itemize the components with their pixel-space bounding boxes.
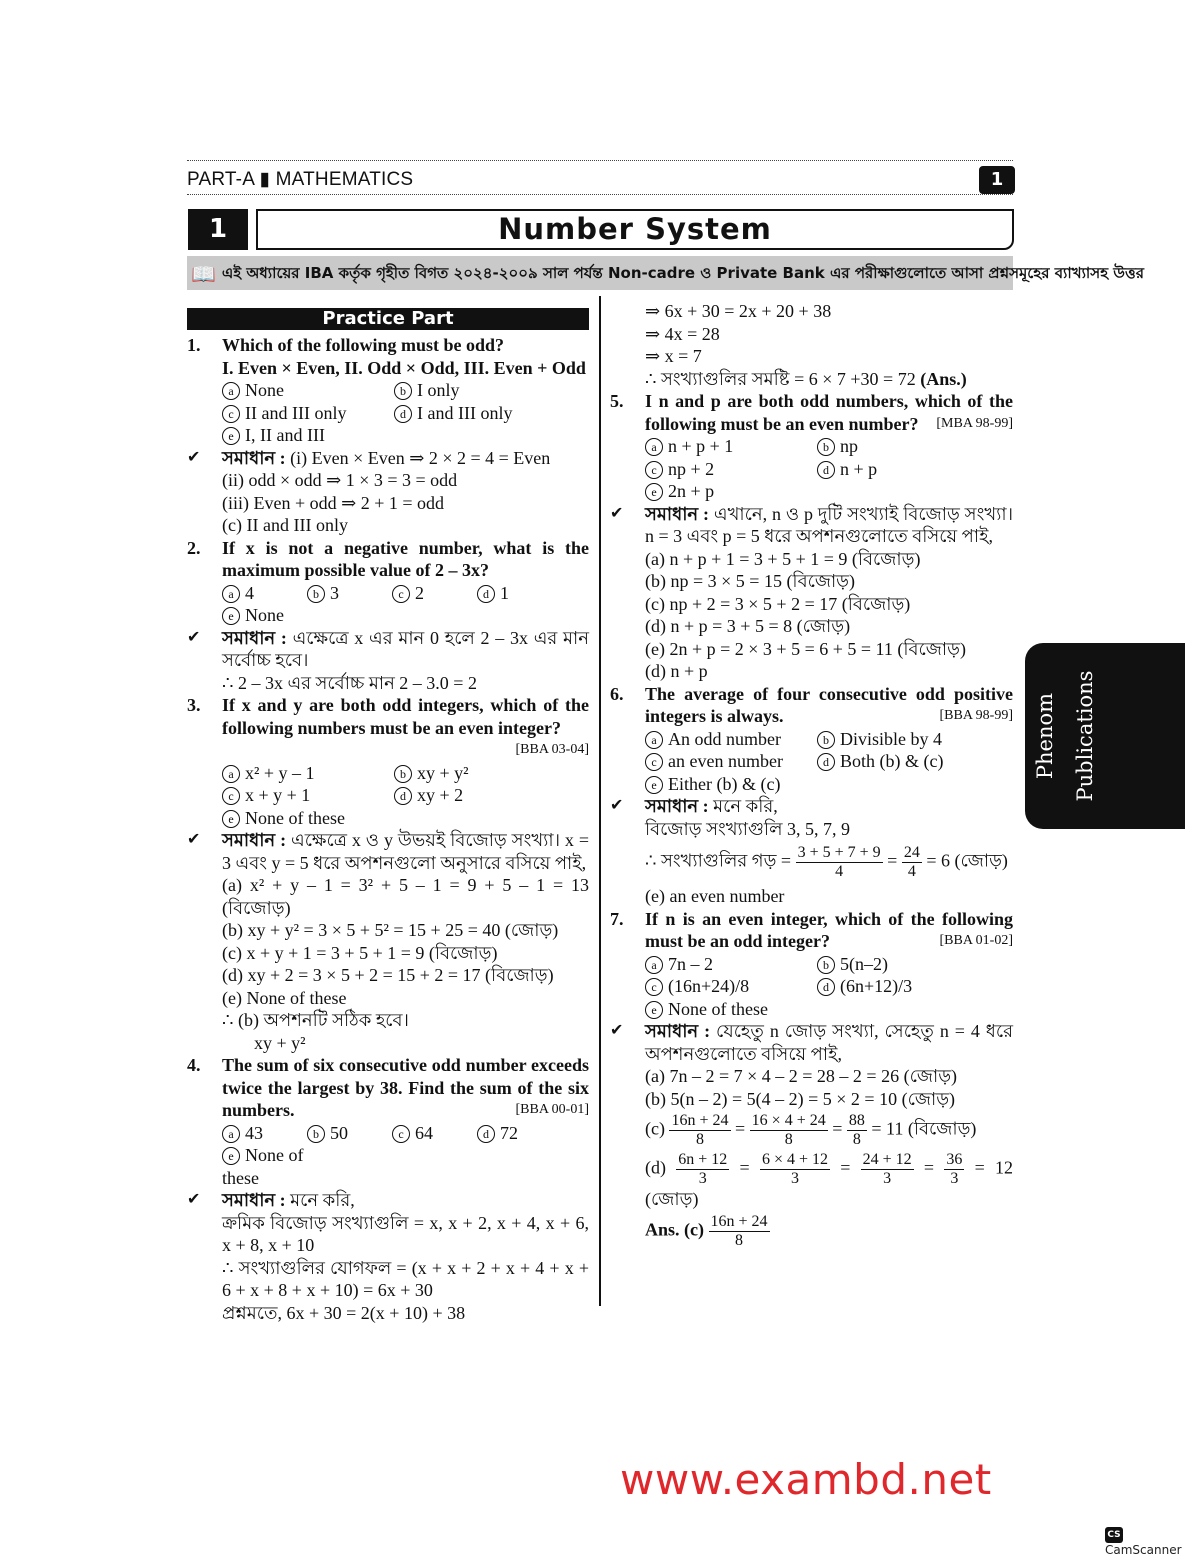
practice-part-heading: Practice Part [187,308,589,330]
numerator: 16n + 24 [710,1212,768,1230]
solution-text [222,829,589,1054]
option-letter: e [222,810,240,828]
question-5 [610,390,1013,435]
denominator: 8 [735,1231,744,1249]
option-a[interactable] [645,435,817,458]
option-letter: d [477,585,495,603]
options [222,582,589,627]
option-letter: c [222,405,240,423]
option-text: an even number [668,751,783,771]
options [222,379,589,447]
solution-label: সমাধান : [645,503,710,524]
question-number: 5. [610,391,624,411]
denominator: 3 [790,1170,799,1187]
option-letter: e [222,607,240,625]
camscanner-label: CamScanner [1105,1543,1182,1557]
option-d[interactable] [817,975,1013,998]
solution-line: (e) an even number [645,886,785,906]
options [222,1122,589,1190]
denominator: 3 [950,1170,959,1187]
question-text [645,683,1013,728]
solution-line: (b) np = 3 × 5 = 15 (বিজোড়) [645,571,856,591]
option-c-equation: (c) $\frac{16n + 24}{8}$ = $\frac{16 \times 4 + 24}{8}$ = $\frac{88}{8}$ = 11 (বিজোড়) [645,1112,977,1148]
option-e[interactable] [222,1144,307,1189]
solution-line: (e) None of these [222,987,347,1008]
solution-line: এক্ষেত্রে x ও y উভয়ই বিজোড় সংখ্যা। x = 3 এবং y = 5 ধরে অপশনগুলো অনুসারে বসিয়ে পাই, [222,830,590,873]
option-letter: d [394,405,412,423]
options [222,762,589,830]
option-a[interactable] [645,728,817,751]
equation-result: = 6 (জোড়) [926,850,1008,871]
question-text [645,390,1013,435]
option-b[interactable] [817,953,1013,976]
option-text: x + y + 1 [245,785,311,805]
option-e[interactable] [645,480,817,503]
option-letter: c [222,787,240,805]
question-number: 2. [187,537,201,558]
option-text: 50 [330,1122,348,1143]
question-number: 1. [187,335,201,355]
solution-line: এখানে, n ও p দুটি সংখ্যাই বিজোড় সংখ্যা। n = 3 এবং p = 5 ধরে অপশনগুলোতে বসিয়ে পাই, [645,503,1014,546]
solution-line: xy + y² [254,1032,306,1053]
solution-line: মনে করি, [290,1190,355,1210]
option-text: 2 [415,582,424,603]
solution-text [645,503,1013,683]
option-text: II and III only [245,402,347,423]
exam-tag: [BBA 03-04] [515,742,589,757]
option-c[interactable] [222,784,394,807]
option-text: xy + y² [417,762,469,783]
options [645,953,1013,1021]
option-a[interactable] [645,953,817,976]
solution-line: ⇒ x = 7 [645,346,702,366]
option-letter: b [394,765,412,783]
fraction [944,1151,964,1188]
denominator: 3 [698,1170,707,1187]
option-text: 5(n–2) [840,953,888,974]
question-text [222,334,589,379]
fraction [709,1213,770,1250]
fraction [669,1112,730,1149]
option-text: 7n – 2 [668,953,713,974]
option-d[interactable] [394,784,589,807]
check-icon: ✔ [610,504,624,522]
option-text: Both (b) & (c) [840,751,944,771]
option-letter: e [645,483,663,501]
option-letter: b [817,731,835,749]
option-letter: a [645,438,663,456]
option-letter: c [645,753,663,771]
solution-label: সমাধান : [222,830,287,850]
option-c[interactable] [645,975,817,998]
chapter-number: 1 [188,209,248,250]
chapter-title: Number System [256,209,1014,250]
option-c[interactable] [645,458,817,481]
equation-label: ∴ সংখ্যাগুলির গড় = [645,850,792,871]
options [645,435,1013,503]
check-icon: ✔ [187,1191,201,1208]
solution-line: ⇒ 4x = 28 [645,323,720,344]
question-number: 4. [187,1055,201,1075]
option-text: n + p + 1 [668,436,734,456]
option-letter: b [307,585,325,603]
option-c[interactable] [392,582,477,605]
option-c[interactable] [392,1122,477,1145]
option-text: None [245,380,284,400]
option-letter: d [394,787,412,805]
numerator: 36 [946,1151,963,1168]
question-line: I n and p are both odd numbers, which of the following must be an even number? [645,391,1013,434]
average-equation: ∴ সংখ্যাগুলির গড় = $\frac{3 + 5 + 7 + 9}{4}$ = $\frac{24}{4}$ = 6 (জোড়) [645,844,1008,880]
solution-5 [610,503,1013,683]
solution-line: (b) xy + y² = 3 × 5 + 5² = 15 + 25 = 40 (জোড়) [222,920,559,940]
question-line: The average of four consecutive odd positive integers is always. [645,683,1013,726]
solution-line: এক্ষেত্রে x এর মান 0 হলে 2 – 3x এর মান সর্বোচ্চ হবে। [222,627,589,670]
option-text: 72 [500,1122,518,1143]
question-2 [187,537,589,582]
denominator: 3 [883,1170,892,1187]
question-line: I. Even × Even, II. Odd × Odd, III. Even + Odd [222,357,586,378]
solution-line: ⇒ 6x + 30 = 2x + 20 + 38 [645,301,832,321]
check-icon: ✔ [187,831,201,848]
solution-line: ∴ 2 – 3x এর সর্বোচ্চ মান 2 – 3.0 = 2 [222,672,477,693]
left-column [187,300,589,1324]
numerator: 6 × 4 + 12 [761,1151,828,1168]
question-4 [187,1054,589,1122]
publisher-side-tab [1025,643,1185,829]
answer-label: Ans. (c) [645,1219,704,1240]
solution-line: (b) 5(n – 2) = 5(4 – 2) = 5 × 2 = 10 (জোড়) [645,1088,956,1109]
solution-line: (d) n + p [645,661,708,681]
option-a[interactable] [222,582,307,605]
option-letter: c [645,978,663,996]
option-text: 1 [500,582,509,603]
numerator: 24 [903,844,920,861]
option-text: 2n + p [668,481,715,501]
denominator: 8 [784,1131,793,1148]
question-number: 7. [610,908,624,929]
fraction [847,1112,867,1149]
option-text: np [840,436,858,456]
solution-line: ∴ সংখ্যাগুলির সমষ্টি = 6 × 7 +30 = 72 [645,368,916,389]
option-letter: a [222,1125,240,1143]
option-text: An odd number [668,728,781,749]
option-letter: b [817,438,835,456]
option-text: 43 [245,1122,263,1143]
numerator: 3 + 5 + 7 + 9 [797,844,881,861]
question-text: If x is not a negative number, what is the maximum possible value of 2 – 3x? [222,537,589,580]
option-letter: b [394,382,412,400]
question-number: 6. [610,683,624,704]
solution-text [645,795,1013,908]
option-text: (16n+24)/8 [668,976,750,996]
solution-line: (iii) Even + odd ⇒ 2 + 1 = odd [222,492,445,513]
option-text: np + 2 [668,458,715,479]
banner-text: এই অধ্যায়ের IBA কর্তৃক গৃহীত বিগত ২০২৪-২০০৯ সাল পর্যন্ত Non-cadre ও Private Bank এর পরীক্ষাগুলোতে আসা প্রশ্নসমূহের ব্যাখ্যাসহ উত্তর [221,264,1144,282]
solution-text [222,1189,589,1324]
exam-tag: [MBA 98-99] [936,415,1013,431]
option-text: None of these [668,998,768,1019]
numerator: 6n + 12 [678,1151,728,1168]
option-text: Either (b) & (c) [668,773,781,794]
solution-label: সমাধান : [222,1190,286,1210]
solution-4-continued [645,300,1013,390]
option-letter: c [392,1125,410,1143]
chapter-banner [187,256,1144,290]
camscanner-badge [1105,1527,1200,1557]
solution-line: মনে করি, [713,796,778,816]
question-text [222,1054,589,1122]
question-line: If n is an even integer, which of the following must be an odd integer? [645,908,1013,951]
solution-4 [187,1189,589,1324]
solution-2 [187,627,589,695]
solution-1 [187,447,589,537]
numerator: 16n + 24 [671,1112,729,1129]
option-text: xy + 2 [417,785,464,805]
header-top-rule [187,160,1013,161]
fraction [861,1151,914,1188]
option-c[interactable] [222,402,394,425]
option-text: Divisible by 4 [840,728,942,749]
option-text: 64 [415,1122,433,1143]
solution-line: (d) xy + 2 = 3 × 5 + 2 = 15 + 2 = 17 (বিজোড়) [222,965,554,985]
solution-line: ∴ (b) অপশনটি সঠিক হবে। [222,1010,409,1030]
solution-line: (ii) odd × odd ⇒ 1 × 3 = 3 = odd [222,470,458,490]
option-letter: e [645,776,663,794]
header-bottom-rule [187,194,1013,195]
fraction [760,1151,830,1188]
option-letter: a [222,382,240,400]
check-icon: ✔ [610,1022,624,1039]
solution-line: যেহেতু n জোড় সংখ্যা, সেহেতু n = 4 ধরে অপশনগুলোতে বসিয়ে পাই, [645,1021,1013,1064]
fraction [902,844,922,881]
denominator: 8 [696,1131,704,1148]
solution-line: ∴ সংখ্যাগুলির যোগফল = (x + x + 2 + x + 4 + x + 6 + x + 8 + x + 10) = 6x + 30 [222,1257,589,1300]
solution-text [222,627,589,695]
page-number: 1 [979,166,1015,194]
option-e[interactable] [645,773,817,796]
option-letter: a [645,731,663,749]
option-e[interactable] [222,807,394,830]
denominator: 8 [852,1131,861,1148]
option-letter: e [645,1001,663,1019]
watermark-url[interactable]: www.exambd.net [620,1455,992,1504]
option-b[interactable] [394,379,589,402]
option-c[interactable] [645,750,817,773]
option-letter: c [645,461,663,479]
solution-line: বিজোড় সংখ্যাগুলি 3, 5, 7, 9 [645,818,850,839]
option-a[interactable] [222,762,394,785]
solution-line: ক্রমিক বিজোড় সংখ্যাগুলি = x, x + 2, x + 4, x + 6, x + 8, x + 10 [222,1212,589,1255]
answer-line [645,1213,1013,1250]
option-b[interactable] [307,582,392,605]
solution-label: সমাধান : [222,627,287,648]
solution-line: (c) x + y + 1 = 3 + 5 + 1 = 9 (বিজোড়) [222,942,498,963]
option-text: None of these [222,1145,304,1188]
solution-answer-line [645,368,1013,391]
numerator: 24 + 12 [862,1151,912,1168]
option-e[interactable] [645,998,817,1021]
solution-label: সমাধান : [645,1021,711,1041]
option-letter: d [817,461,835,479]
option-d[interactable] [817,458,1013,481]
solution-label: সমাধান : [222,447,286,468]
option-letter: e [222,1147,240,1165]
equation-result: = 12 (জোড়) [645,1157,1013,1209]
option-letter: d [817,753,835,771]
option-letter: b [307,1125,325,1143]
open-book-icon: 📖 [191,261,216,286]
solution-3 [187,829,589,1054]
options [645,728,1013,796]
question-7 [610,908,1013,953]
fraction [676,1151,729,1188]
option-d[interactable] [477,582,589,605]
question-line: Which of the following must be odd? [222,335,505,355]
option-b[interactable] [307,1122,392,1145]
solution-line: (e) 2n + p = 2 × 3 + 5 = 6 + 5 = 11 (বিজোড়) [645,638,966,659]
column-divider [599,296,601,1306]
option-text: (6n+12)/3 [840,976,913,996]
camscanner-icon: CS [1105,1527,1123,1543]
option-d[interactable] [394,402,589,425]
option-b[interactable] [817,728,1013,751]
option-e[interactable] [222,424,394,447]
option-letter: d [817,978,835,996]
check-icon: ✔ [610,797,624,814]
option-d[interactable] [817,750,1013,773]
solution-line: (i) Even × Even ⇒ 2 × 2 = 4 = Even [290,447,551,468]
solution-text [645,1020,1013,1250]
exam-tag: [BBA 01-02] [939,933,1013,948]
option-text: I, II and III [245,425,325,445]
solution-line: প্রশ্নমতে, 6x + 30 = 2(x + 10) + 38 [222,1302,466,1323]
option-b[interactable] [394,762,589,785]
option-letter: a [222,585,240,603]
option-text: None of these [245,807,345,828]
option-text: 4 [245,582,254,603]
denominator: 4 [907,863,916,880]
solution-6 [610,795,1013,908]
numerator: 88 [848,1112,865,1129]
solution-text [222,447,589,537]
option-b[interactable] [817,435,1013,458]
option-letter: c [392,585,410,603]
solution-label: সমাধান : [645,796,709,816]
check-icon: ✔ [187,628,201,646]
fraction [796,844,883,881]
question-number: 3. [187,695,201,715]
denominator: 4 [835,863,844,880]
solution-line: (c) II and III only [222,515,348,535]
right-column [610,300,1013,1250]
option-letter: a [222,765,240,783]
option-a[interactable] [222,1122,307,1145]
numerator: 16 × 4 + 24 [751,1112,826,1129]
exam-tag: [BBA 98-99] [939,708,1013,723]
option-letter: e [222,427,240,445]
solution-line: (a) 7n – 2 = 7 × 4 – 2 = 28 – 2 = 26 (জোড়) [645,1066,958,1086]
solution-line: (a) n + p + 1 = 3 + 5 + 1 = 9 (বিজোড়) [645,548,921,569]
solution-line: (a) x² + y – 1 = 3² + 5 – 1 = 9 + 5 – 1 = 13 (বিজোড়) [222,875,589,918]
option-text: I only [417,380,460,400]
option-letter: d [477,1125,495,1143]
question-3 [187,694,589,762]
option-text: n + p [840,458,878,479]
fraction [750,1112,828,1149]
publisher-name: Phenom Publications [1033,670,1097,802]
solution-line: (d) n + p = 3 + 5 = 8 (জোড়) [645,616,851,636]
option-e[interactable] [222,604,307,627]
question-line: If x and y are both odd integers, which of the following numbers must be an even integer? [222,695,589,738]
question-text [222,694,589,762]
question-line: The sum of six consecutive odd number exceeds twice the largest by 38. Find the sum of the six numbers. [222,1055,589,1120]
solution-line: (c) np + 2 = 3 × 5 + 2 = 17 (বিজোড়) [645,593,911,614]
option-text: x² + y – 1 [245,762,315,783]
option-letter: b [817,956,835,974]
option-text: 3 [330,582,339,603]
option-text: None [245,605,284,625]
solution-7 [610,1020,1013,1250]
option-text: I and III only [417,402,513,423]
exam-tag: [BBA 00-01] [515,1102,589,1117]
running-title: PART-A ▮ MATHEMATICS [187,169,414,190]
equation-result: = 11 (বিজোড়) [871,1118,977,1139]
option-d-equation: (d) $\frac{6n + 12}{3}$ = $\frac{6 \times 4 + 12}{3}$ = $\frac{24 + 12}{3}$ = $\frac{36}{3}$ = 12 (জোড়) [645,1151,1013,1209]
question-6 [610,683,1013,728]
question-1 [187,334,589,379]
question-text [645,908,1013,953]
option-a[interactable] [222,379,394,402]
check-icon: ✔ [187,448,201,466]
option-d[interactable] [477,1122,589,1145]
option-letter: a [645,956,663,974]
answer-label: (Ans.) [920,368,967,389]
